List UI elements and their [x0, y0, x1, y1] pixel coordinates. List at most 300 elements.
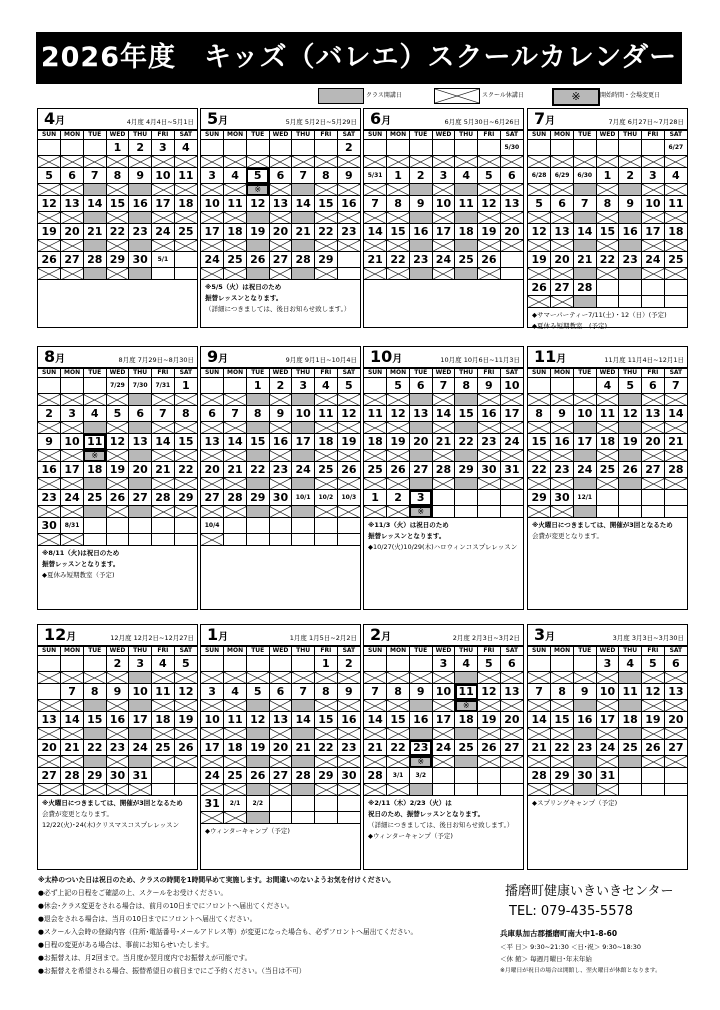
status-cell — [642, 268, 665, 280]
status-cell — [500, 422, 523, 434]
day-cell: 26 — [246, 768, 269, 784]
status-cell — [364, 184, 387, 196]
status-cell — [292, 812, 315, 824]
status-cell — [201, 240, 224, 252]
day-cell: 30 — [573, 768, 596, 784]
day-cell — [387, 140, 410, 156]
day-cell — [596, 140, 619, 156]
day-cell: 13 — [201, 434, 224, 450]
status-cell — [664, 240, 687, 252]
weekday-label: SAT — [664, 131, 687, 140]
closed-days: ＜休 館＞ 毎週月曜日･年末年始 — [500, 955, 592, 963]
weekday-label: SUN — [38, 647, 61, 656]
status-cell — [528, 394, 551, 406]
month-note: 祝日のため、振替レッスンとなります。 — [368, 810, 485, 818]
day-cell: 12 — [478, 196, 501, 212]
status-cell — [174, 672, 197, 684]
day-cell: 13 — [38, 712, 61, 728]
day-cell — [292, 518, 315, 534]
month-note: ※8/11（火)は祝日のため — [42, 549, 120, 557]
closed-note: ※月曜日が祝日の場合は開館し、翌火曜日が休館となります。 — [500, 968, 661, 974]
day-cell: 30 — [106, 768, 129, 784]
month-name: 6月 — [370, 109, 392, 128]
weekday-label: SUN — [38, 369, 61, 378]
status-cell — [224, 506, 247, 518]
status-cell — [337, 672, 360, 684]
status-cell — [315, 812, 338, 824]
status-cell — [269, 478, 292, 490]
day-cell: 27 — [409, 462, 432, 478]
status-cell — [38, 184, 61, 196]
month-block — [527, 624, 688, 870]
month-note: 12/22(火)･24(木)クリスマスコスプレレッスン — [42, 821, 180, 829]
status-cell — [174, 268, 197, 280]
day-cell: 6/30 — [573, 168, 596, 184]
day-cell: 14 — [292, 712, 315, 728]
status-cell — [528, 184, 551, 196]
day-cell: 14 — [152, 434, 175, 450]
day-cell: 12 — [619, 406, 642, 422]
day-cell: 10/4 — [201, 518, 224, 534]
weekday-label: FRI — [315, 647, 338, 656]
status-cell — [106, 268, 129, 280]
status-cell — [551, 212, 574, 224]
day-cell: 23 — [409, 252, 432, 268]
day-cell: 4 — [619, 656, 642, 672]
day-cell: 8 — [246, 406, 269, 422]
day-cell — [432, 768, 455, 784]
weekday-label: MON — [387, 131, 410, 140]
day-cell — [573, 378, 596, 394]
footer-line: ●休会･クラス変更をされる場合は、前月の10日までにフロントへ届出てください。 — [38, 902, 294, 910]
status-cell — [528, 156, 551, 168]
status-cell — [315, 700, 338, 712]
day-cell: 14 — [528, 712, 551, 728]
month-name: 1月 — [207, 625, 229, 644]
status-cell — [432, 394, 455, 406]
day-cell: 10 — [201, 196, 224, 212]
day-cell: 22 — [315, 224, 338, 240]
day-cell: 22 — [83, 740, 106, 756]
status-cell — [364, 268, 387, 280]
footer-notes — [38, 874, 417, 978]
day-cell: 20 — [500, 712, 523, 728]
day-cell — [269, 140, 292, 156]
day-cell: 7 — [364, 196, 387, 212]
day-cell: 20 — [129, 462, 152, 478]
day-cell: 24 — [292, 462, 315, 478]
status-cell — [201, 700, 224, 712]
day-cell: 24 — [129, 740, 152, 756]
weekday-label: MON — [61, 647, 84, 656]
day-cell — [642, 490, 665, 506]
day-cell: 16 — [409, 224, 432, 240]
day-cell: 24 — [642, 252, 665, 268]
status-cell — [528, 506, 551, 518]
day-cell: 17 — [152, 196, 175, 212]
weekday-label: TUE — [573, 647, 596, 656]
month-note: ◆ウィンターキャンプ（予定) — [205, 827, 290, 835]
day-cell: 2 — [106, 656, 129, 672]
status-cell — [61, 756, 84, 768]
day-cell — [387, 656, 410, 672]
status-cell — [292, 212, 315, 224]
weekday-label: FRI — [315, 131, 338, 140]
status-cell — [61, 728, 84, 740]
weekday-label: MON — [551, 369, 574, 378]
month-grid — [201, 646, 360, 824]
day-cell: 6 — [500, 168, 523, 184]
month-grid — [364, 646, 523, 796]
status-cell — [596, 240, 619, 252]
status-cell — [38, 700, 61, 712]
status-cell — [246, 700, 269, 712]
day-cell: 27 — [500, 740, 523, 756]
legend-class-label: クラス開講日 — [366, 92, 402, 99]
status-cell — [129, 240, 152, 252]
status-cell — [152, 394, 175, 406]
status-cell — [224, 534, 247, 546]
status-cell — [246, 812, 269, 824]
day-cell — [642, 140, 665, 156]
status-cell — [500, 672, 523, 684]
day-cell: 25 — [224, 768, 247, 784]
status-cell — [292, 268, 315, 280]
day-cell: 16 — [619, 224, 642, 240]
day-cell: 19 — [106, 462, 129, 478]
status-cell — [528, 700, 551, 712]
day-cell: 6 — [551, 196, 574, 212]
day-cell: 18 — [224, 224, 247, 240]
month-range: 9月度 9月1日~10月4日 — [285, 356, 357, 364]
status-cell — [292, 184, 315, 196]
day-cell: 28 — [224, 490, 247, 506]
day-cell: 1 — [387, 168, 410, 184]
status-cell — [551, 728, 574, 740]
weekday-label: WED — [432, 369, 455, 378]
month-range: 8月度 7月29日~8月30日 — [118, 356, 194, 364]
day-cell: 17 — [201, 740, 224, 756]
weekday-label: WED — [432, 131, 455, 140]
day-cell: 18 — [455, 712, 478, 728]
status-cell — [432, 784, 455, 796]
status-cell — [337, 394, 360, 406]
month-name: 8月 — [44, 347, 66, 366]
status-cell — [292, 700, 315, 712]
month-grid — [201, 130, 360, 280]
day-cell: 30 — [478, 462, 501, 478]
status-cell — [174, 728, 197, 740]
day-cell: 26 — [528, 280, 551, 296]
status-cell — [269, 212, 292, 224]
status-cell — [432, 422, 455, 434]
status-cell — [315, 672, 338, 684]
day-cell — [478, 140, 501, 156]
status-cell: ※ — [455, 700, 478, 712]
day-cell: 15 — [174, 434, 197, 450]
weekday-label: WED — [596, 647, 619, 656]
status-cell — [38, 672, 61, 684]
status-cell — [83, 478, 106, 490]
status-cell — [129, 756, 152, 768]
day-cell: 14 — [664, 406, 687, 422]
status-cell — [409, 700, 432, 712]
day-cell: 6 — [129, 406, 152, 422]
status-cell — [106, 240, 129, 252]
day-cell: 19 — [246, 224, 269, 240]
status-cell — [106, 756, 129, 768]
status-cell: ※ — [246, 184, 269, 196]
day-cell: 30 — [269, 490, 292, 506]
day-cell: 29 — [106, 252, 129, 268]
day-cell: 27 — [664, 740, 687, 756]
status-cell — [174, 534, 197, 546]
weekday-label: SAT — [664, 647, 687, 656]
day-cell: 7 — [573, 196, 596, 212]
day-cell: 12 — [337, 406, 360, 422]
status-cell — [106, 450, 129, 462]
status-cell — [201, 450, 224, 462]
calendar-title: 2026年度 キッズ（バレエ）スクールカレンダー — [36, 32, 682, 84]
day-cell: 12 — [38, 196, 61, 212]
day-cell — [201, 378, 224, 394]
status-cell — [455, 184, 478, 196]
status-cell — [83, 784, 106, 796]
day-cell: 4 — [83, 406, 106, 422]
status-cell — [129, 394, 152, 406]
day-cell: 19 — [619, 434, 642, 450]
day-cell: 25 — [455, 740, 478, 756]
weekday-label: FRI — [152, 131, 175, 140]
status-cell — [269, 156, 292, 168]
status-cell — [432, 478, 455, 490]
status-cell — [432, 450, 455, 462]
month-note: （詳細につきましては、後日お知らせ致します。） — [368, 821, 514, 829]
opening-hours — [500, 941, 661, 977]
status-cell — [38, 534, 61, 546]
status-cell — [61, 212, 84, 224]
weekday-label: TUE — [246, 131, 269, 140]
status-cell — [152, 240, 175, 252]
status-cell — [269, 756, 292, 768]
status-cell — [174, 394, 197, 406]
status-cell — [152, 450, 175, 462]
status-cell — [596, 672, 619, 684]
day-cell: 20 — [664, 712, 687, 728]
month-grid — [528, 130, 687, 308]
status-cell — [455, 212, 478, 224]
month-note: ※火曜日につきましては、開催が3回となるため — [532, 521, 673, 529]
day-cell: 17 — [432, 224, 455, 240]
status-cell — [337, 756, 360, 768]
status-cell — [337, 478, 360, 490]
status-cell — [432, 672, 455, 684]
weekday-label: THU — [619, 131, 642, 140]
month-range: 10月度 10月6日~11月3日 — [440, 356, 520, 364]
status-cell — [152, 506, 175, 518]
day-cell: 27 — [269, 768, 292, 784]
status-cell — [364, 240, 387, 252]
month-name: 9月 — [207, 347, 229, 366]
status-cell — [292, 156, 315, 168]
status-cell — [364, 784, 387, 796]
day-cell: 22 — [551, 740, 574, 756]
weekday-label: FRI — [478, 131, 501, 140]
status-cell — [596, 506, 619, 518]
status-cell — [573, 450, 596, 462]
status-cell — [337, 450, 360, 462]
status-cell — [315, 728, 338, 740]
day-cell: 1 — [106, 140, 129, 156]
status-cell — [596, 156, 619, 168]
day-cell: 2 — [337, 656, 360, 672]
status-cell — [573, 728, 596, 740]
day-cell — [409, 140, 432, 156]
status-cell — [664, 156, 687, 168]
status-cell — [387, 422, 410, 434]
month-block — [363, 624, 524, 870]
weekday-label: THU — [455, 131, 478, 140]
day-cell: 25 — [315, 462, 338, 478]
status-cell — [551, 450, 574, 462]
weekday-label: THU — [129, 369, 152, 378]
weekday-label: THU — [619, 647, 642, 656]
status-cell — [292, 672, 315, 684]
day-cell: 6 — [269, 168, 292, 184]
footer-line: ●お振替えは、月2回まで。当月度か翌月度内でお振替えが可能です。 — [38, 954, 252, 962]
status-cell — [619, 450, 642, 462]
day-cell — [38, 140, 61, 156]
month-note: ※2/11（木）2/23（火）は — [368, 799, 452, 807]
status-cell — [364, 450, 387, 462]
status-cell — [224, 478, 247, 490]
day-cell: 3/1 — [387, 768, 410, 784]
day-cell: 21 — [224, 462, 247, 478]
status-cell — [129, 506, 152, 518]
day-cell: 8/31 — [61, 518, 84, 534]
day-cell: 8 — [83, 684, 106, 700]
day-cell: 4 — [455, 168, 478, 184]
day-cell: 22 — [387, 740, 410, 756]
status-cell — [38, 478, 61, 490]
day-cell: 26 — [478, 740, 501, 756]
month-name: 4月 — [44, 109, 66, 128]
day-cell: 7 — [364, 684, 387, 700]
day-cell — [500, 490, 523, 506]
status-cell — [664, 728, 687, 740]
status-cell — [573, 422, 596, 434]
weekday-label: TUE — [409, 131, 432, 140]
status-cell — [596, 296, 619, 308]
status-cell — [224, 728, 247, 740]
status-cell — [478, 728, 501, 740]
day-cell: 17 — [129, 712, 152, 728]
month-notes — [364, 796, 523, 844]
status-cell — [500, 728, 523, 740]
day-cell — [551, 378, 574, 394]
month-name: 2月 — [370, 625, 392, 644]
weekday-label: SUN — [201, 131, 224, 140]
status-cell — [106, 184, 129, 196]
day-cell: 30 — [129, 252, 152, 268]
status-cell — [106, 422, 129, 434]
day-cell: 11 — [224, 712, 247, 728]
status-cell — [528, 212, 551, 224]
status-cell — [573, 478, 596, 490]
status-cell — [478, 156, 501, 168]
day-cell: 27 — [642, 462, 665, 478]
day-cell: 5 — [38, 168, 61, 184]
month-header — [364, 109, 523, 130]
status-cell — [38, 784, 61, 796]
status-cell — [596, 184, 619, 196]
weekday-label: WED — [432, 647, 455, 656]
month-range: 11月度 11月4日~12月1日 — [604, 356, 684, 364]
day-cell: 28 — [364, 768, 387, 784]
day-cell: 4 — [152, 656, 175, 672]
status-cell — [573, 672, 596, 684]
status-cell — [664, 506, 687, 518]
day-cell: 8 — [387, 196, 410, 212]
day-cell: 16 — [38, 462, 61, 478]
month-header — [38, 625, 197, 646]
day-cell: 1 — [246, 378, 269, 394]
day-cell: 14 — [432, 406, 455, 422]
status-cell — [619, 784, 642, 796]
day-cell: 5 — [478, 168, 501, 184]
day-cell: 25 — [455, 252, 478, 268]
status-cell — [201, 478, 224, 490]
status-cell — [38, 240, 61, 252]
status-cell — [432, 156, 455, 168]
day-cell: 29 — [551, 768, 574, 784]
status-cell — [664, 450, 687, 462]
status-cell — [315, 184, 338, 196]
day-cell — [224, 656, 247, 672]
status-cell — [38, 422, 61, 434]
status-cell — [619, 728, 642, 740]
day-cell: 12 — [642, 684, 665, 700]
status-cell — [315, 268, 338, 280]
day-cell: 10/3 — [337, 490, 360, 506]
status-cell — [432, 240, 455, 252]
day-cell: 26 — [174, 740, 197, 756]
status-cell — [455, 756, 478, 768]
day-cell: 10 — [642, 196, 665, 212]
status-cell — [455, 506, 478, 518]
status-cell — [642, 394, 665, 406]
day-cell: 10 — [596, 684, 619, 700]
day-cell: 7 — [432, 378, 455, 394]
status-cell — [387, 728, 410, 740]
day-cell: 25 — [174, 224, 197, 240]
status-cell — [596, 756, 619, 768]
month-range: 7月度 6月27日~7月28日 — [608, 118, 684, 126]
status-cell — [246, 212, 269, 224]
status-cell — [174, 756, 197, 768]
day-cell: 26 — [642, 740, 665, 756]
status-cell — [269, 784, 292, 796]
day-cell: 9 — [269, 406, 292, 422]
weekday-label: SUN — [528, 369, 551, 378]
status-cell — [38, 268, 61, 280]
day-cell: 11 — [315, 406, 338, 422]
status-cell — [664, 212, 687, 224]
status-cell — [573, 212, 596, 224]
status-cell — [61, 700, 84, 712]
status-cell — [500, 184, 523, 196]
day-cell: 23 — [106, 740, 129, 756]
